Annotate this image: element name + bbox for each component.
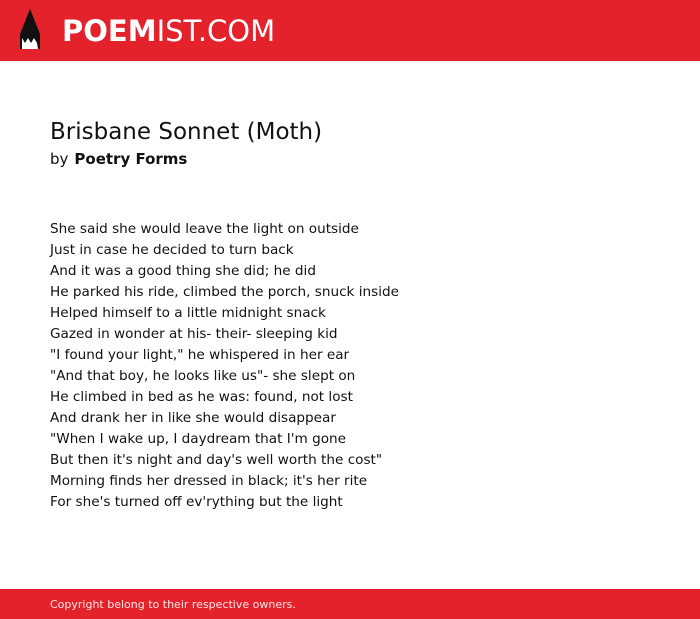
brand-light-part: IST.COM <box>156 14 276 48</box>
copyright-notice: Copyright belong to their respective owners. <box>50 598 296 611</box>
poem-line: "I found your light," he whispered in her ear <box>50 347 350 363</box>
site-header <box>0 0 700 61</box>
poem-body <box>50 219 399 513</box>
poem-line: "When I wake up, I daydream that I'm gone <box>50 431 347 447</box>
poem-line: She said she would leave the light on outside <box>50 221 359 237</box>
poem-line: Gazed in wonder at his- their- sleeping kid <box>50 326 338 342</box>
site-logo-link[interactable] <box>16 8 275 54</box>
brand-bold-part: POEM <box>62 14 157 48</box>
site-footer <box>0 589 700 619</box>
poem-line: And drank her in like she would disappear <box>50 410 336 426</box>
poem-line: Morning finds her dressed in black; it's her rite <box>50 473 368 489</box>
poem-byline <box>50 149 187 169</box>
by-label: by <box>50 150 69 168</box>
pencil-tip-icon <box>16 8 44 54</box>
poem-line: But then it's night and day's well worth the cost" <box>50 452 383 468</box>
poem-line: For she's turned off ev'rything but the light <box>50 494 343 510</box>
author-link[interactable]: Poetry Forms <box>74 150 188 168</box>
poem-line: He climbed in bed as he was: found, not lost <box>50 389 353 405</box>
poem-line: And it was a good thing she did; he did <box>50 263 316 279</box>
poem-title: Brisbane Sonnet (Moth) <box>50 119 323 145</box>
poem-line: "And that boy, he looks like us"- she slept on <box>50 368 356 384</box>
poem-line: Just in case he decided to turn back <box>50 242 294 258</box>
site-brand <box>62 8 275 54</box>
poem-line: Helped himself to a little midnight snack <box>50 305 326 321</box>
poem-line: He parked his ride, climbed the porch, snuck inside <box>50 284 399 300</box>
